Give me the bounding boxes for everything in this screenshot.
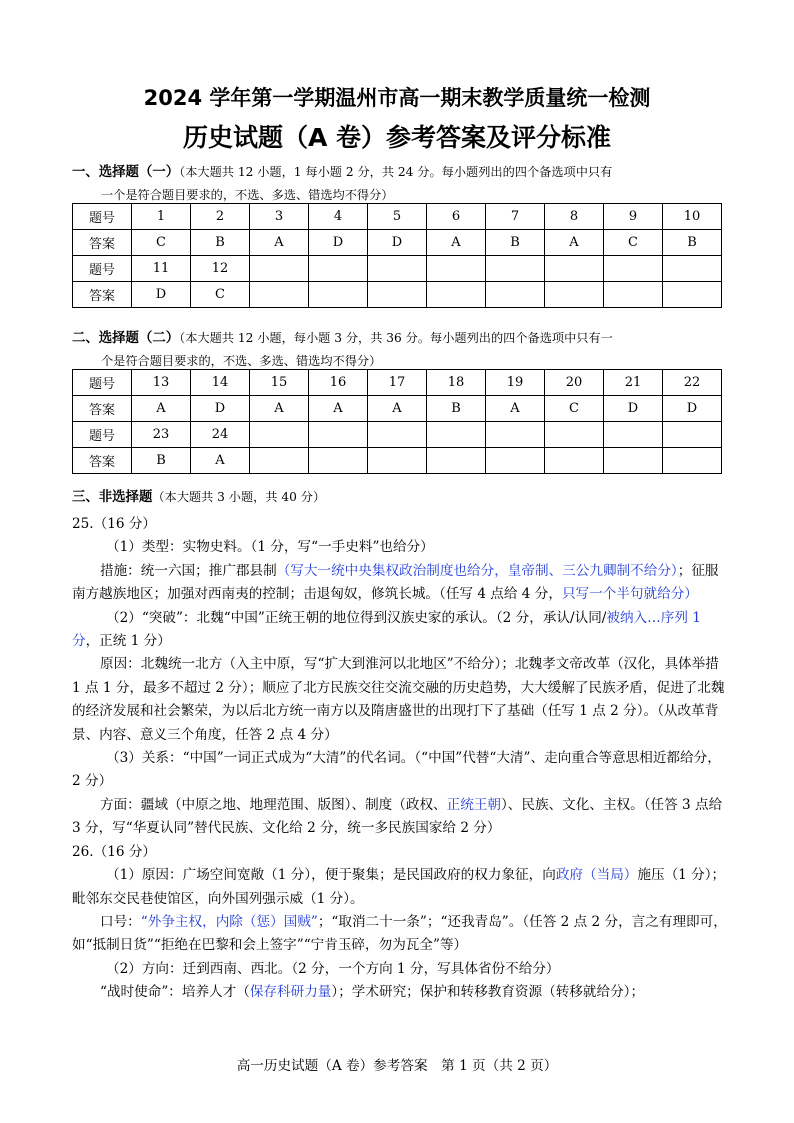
section1-answer-table xyxy=(72,203,722,308)
row-header-question: 题号 xyxy=(73,256,132,282)
answer-cell xyxy=(545,448,604,474)
row-header-answer: 答案 xyxy=(73,396,132,422)
answer-cell: A xyxy=(545,230,604,256)
answer-cell xyxy=(250,282,309,308)
section1-note: （本大题共 12 小题，1 每小题 2 分，共 24 分。每小题列出的四个备选项中只有 xyxy=(179,165,613,179)
question-number-cell xyxy=(663,422,722,448)
question-number-cell: 8 xyxy=(545,204,604,230)
answer-cell: B xyxy=(132,448,191,474)
answer-cell xyxy=(604,282,663,308)
answer-cell: A xyxy=(191,448,250,474)
section2-heading: 二、选择题（二） xyxy=(72,331,180,346)
q26-slogans-label: 口号： xyxy=(100,913,141,930)
q25-aspects xyxy=(72,794,727,841)
question-number-cell xyxy=(250,422,309,448)
question-number-cell: 21 xyxy=(604,370,663,396)
answer-cell: A xyxy=(250,230,309,256)
answer-cell: B xyxy=(191,230,250,256)
answer-cell: A xyxy=(309,396,368,422)
q26-slogans-blue: “外争主权，内除（惩）国贼” xyxy=(140,913,318,930)
answer-cell xyxy=(427,448,486,474)
answer-cell: D xyxy=(604,396,663,422)
section1-heading-block xyxy=(72,161,732,206)
q26-mission xyxy=(72,981,727,1004)
answer-row xyxy=(73,448,722,474)
answer-cell: A xyxy=(427,230,486,256)
answer-cell: A xyxy=(486,396,545,422)
q26-part2: （2）方向：迁到西南、西北。（2 分，一个方向 1 分，写具体省份不给分） xyxy=(106,960,560,977)
q26-part1-text: （1）原因：广场空间宽敞（1 分），便于聚集；是民国政府的权力象征，向 xyxy=(106,867,556,884)
question-number-cell xyxy=(545,256,604,282)
q26-slogans-text: ；“取消二十一条”；“还我青岛”。（任答 2 点 2 分，言之有理即可，如“抵制日货”“拒绝在巴黎和会上签字”“宁肯玉碎，勿为瓦全”等） xyxy=(72,913,727,954)
section2-heading-block xyxy=(72,327,732,372)
row-header-question: 题号 xyxy=(73,422,132,448)
question-number-cell: 24 xyxy=(191,422,250,448)
section1-heading: 一、选择题（一） xyxy=(72,165,180,180)
q25-measures-note-blue-2: 只写一个半句就给分） xyxy=(561,586,698,603)
question-number-row xyxy=(73,370,722,396)
answer-cell: D xyxy=(309,230,368,256)
question-number-cell xyxy=(486,256,545,282)
answer-cell: D xyxy=(191,396,250,422)
answer-cell: D xyxy=(663,396,722,422)
answer-cell xyxy=(663,448,722,474)
question-number-cell: 12 xyxy=(191,256,250,282)
answer-cell: A xyxy=(132,396,191,422)
question-number-cell: 11 xyxy=(132,256,191,282)
answer-cell xyxy=(486,282,545,308)
q25-measures-text-2: ；征服南方越族地区；加强对西南夷的控制；击退匈奴，修筑长城。（任写 4 点给 4 分， xyxy=(72,562,719,603)
answer-cell: B xyxy=(486,230,545,256)
q26-slogans xyxy=(72,911,727,958)
question-number-cell: 3 xyxy=(250,204,309,230)
question-number-cell: 18 xyxy=(427,370,486,396)
question-number-cell: 10 xyxy=(663,204,722,230)
section3-heading-block xyxy=(72,486,732,509)
q25-label: 25.（16 分） xyxy=(72,516,157,532)
q26-part1-note-blue: 政府（当局） xyxy=(555,867,638,884)
q25-part2-text-2: ，正统 1 分） xyxy=(85,633,171,650)
answer-cell xyxy=(545,282,604,308)
answer-cell: C xyxy=(132,230,191,256)
question-number-cell: 17 xyxy=(368,370,427,396)
document-title: 历史试题（A 卷）参考答案及评分标准 xyxy=(182,123,612,152)
row-header-answer: 答案 xyxy=(73,230,132,256)
non-choice-answers xyxy=(72,513,727,1005)
row-header-question: 题号 xyxy=(73,370,132,396)
question-number-row xyxy=(73,204,722,230)
question-number-cell xyxy=(604,256,663,282)
question-number-cell xyxy=(309,256,368,282)
answer-cell: D xyxy=(132,282,191,308)
q25-measures-text: 措施：统一六国；推广郡县制 xyxy=(100,562,277,579)
question-number-cell: 7 xyxy=(486,204,545,230)
answer-cell xyxy=(663,282,722,308)
q25-measures xyxy=(72,560,727,607)
answer-cell xyxy=(368,282,427,308)
question-number-cell xyxy=(368,422,427,448)
q26-part1 xyxy=(72,864,727,911)
q25-part3: （3）关系：“中国”一词正式成为“大清”的代名词。（“中国”代替“大清”、走向重合等意思相近都给分，2 分） xyxy=(72,750,721,790)
question-number-cell: 15 xyxy=(250,370,309,396)
answer-cell: B xyxy=(663,230,722,256)
question-number-row xyxy=(73,256,722,282)
answer-row xyxy=(73,282,722,308)
q25-part1: （1）类型：实物史料。（1 分，写“一手史料”也给分） xyxy=(106,539,434,556)
question-number-cell: 19 xyxy=(486,370,545,396)
section1-note-continued: 一个是符合题目要求的，不选、多选、错选均不得分） xyxy=(101,188,394,202)
exam-title: 2024 学年第一学期温州市高一期末教学质量统一检测 xyxy=(143,86,651,110)
q25-aspects-note-blue: 正统王朝 xyxy=(446,796,502,813)
q25-measures-note-blue: （写大一统中央集权政治制度也给分，皇帝制、三公九卿制不给分） xyxy=(276,562,678,579)
question-number-cell xyxy=(250,256,309,282)
answer-cell: C xyxy=(545,396,604,422)
section3-note: （本大题共 3 小题，共 40 分） xyxy=(152,490,326,504)
q25-part2-note-blue: 被纳入…序列 1 分 xyxy=(72,609,701,650)
question-number-cell xyxy=(427,422,486,448)
answer-cell xyxy=(604,448,663,474)
row-header-answer: 答案 xyxy=(73,448,132,474)
q26-part1-text-2: 施压（1 分）；毗邻东交民巷使馆区，向外国列强示威（1 分）。 xyxy=(72,867,726,907)
question-number-cell: 22 xyxy=(663,370,722,396)
question-number-cell: 9 xyxy=(604,204,663,230)
q25-reasons: 原因：北魏统一北方（入主中原，写“扩大到淮河以北地区”不给分）；北魏孝文帝改革（汉化，具体举措 1 点 1 分，最多不超过 2 分）；顺应了北方民族交往交流交融的历史趋势，大大缓解了民族矛盾，促进了北魏的经济发展和社会繁荣，为以后北方统一南方以及隋唐盛世的出现打下了基础（任写 1 点 2 分）。（从改革背景、内容、意义三个角度，任答 2 点 4 分） xyxy=(72,656,725,743)
question-number-cell xyxy=(663,256,722,282)
answer-cell: C xyxy=(604,230,663,256)
question-number-cell xyxy=(545,422,604,448)
question-number-cell: 14 xyxy=(191,370,250,396)
q25-part2 xyxy=(72,607,727,654)
question-number-cell xyxy=(486,422,545,448)
answer-cell xyxy=(486,448,545,474)
question-number-cell: 6 xyxy=(427,204,486,230)
answer-cell xyxy=(368,448,427,474)
question-number-cell: 16 xyxy=(309,370,368,396)
section2-answer-table xyxy=(72,369,722,474)
question-number-cell: 1 xyxy=(132,204,191,230)
question-number-cell: 2 xyxy=(191,204,250,230)
q25-part2-text: （2）“突破”：北魏“中国”正统王朝的地位得到汉族史家的承认。（2 分，承认/认同/ xyxy=(106,609,607,626)
q26-mission-text: “战时使命”：培养人才（ xyxy=(100,984,250,1001)
question-number-cell: 13 xyxy=(132,370,191,396)
q26-label: 26.（16 分） xyxy=(72,843,157,860)
answer-cell: B xyxy=(427,396,486,422)
answer-cell xyxy=(427,282,486,308)
question-number-cell: 4 xyxy=(309,204,368,230)
answer-cell: C xyxy=(191,282,250,308)
row-header-answer: 答案 xyxy=(73,282,132,308)
answer-cell xyxy=(250,448,309,474)
answer-cell xyxy=(309,448,368,474)
question-number-cell xyxy=(427,256,486,282)
section2-note: （本大题共 12 小题，每小题 3 分，共 36 分。每小题列出的四个备选项中只有一 xyxy=(179,331,613,345)
row-header-question: 题号 xyxy=(73,204,132,230)
question-number-cell: 20 xyxy=(545,370,604,396)
answer-cell: D xyxy=(368,230,427,256)
answer-cell: A xyxy=(250,396,309,422)
answer-row xyxy=(73,230,722,256)
question-number-cell: 5 xyxy=(368,204,427,230)
q26-mission-blue: 保存科研力量 xyxy=(249,984,332,1001)
q25-aspects-text-2: ）、民族、文化、主权。（任答 3 点给 3 分，写“华夏认同”替代民族、文化给 2 分，统一多民族国家给 2 分） xyxy=(72,796,723,837)
question-number-row xyxy=(73,422,722,448)
section3-heading: 三、非选择题 xyxy=(72,490,153,505)
question-number-cell xyxy=(368,256,427,282)
question-number-cell xyxy=(309,422,368,448)
page-footer: 高一历史试题（A 卷）参考答案 第 1 页（共 2 页） xyxy=(236,1058,558,1074)
answer-cell xyxy=(309,282,368,308)
answer-cell: A xyxy=(368,396,427,422)
question-number-cell xyxy=(604,422,663,448)
question-number-cell: 23 xyxy=(132,422,191,448)
answer-row xyxy=(73,396,722,422)
q26-mission-text-2: ）；学术研究；保护和转移教育资源（转移就给分）； xyxy=(331,984,645,1001)
section2-note-continued: 个是符合题目要求的，不选、多选、错选均不得分） xyxy=(101,354,382,368)
q25-aspects-text: 方面：疆域（中原之地、地理范围、版图）、制度（政权、 xyxy=(100,796,447,813)
